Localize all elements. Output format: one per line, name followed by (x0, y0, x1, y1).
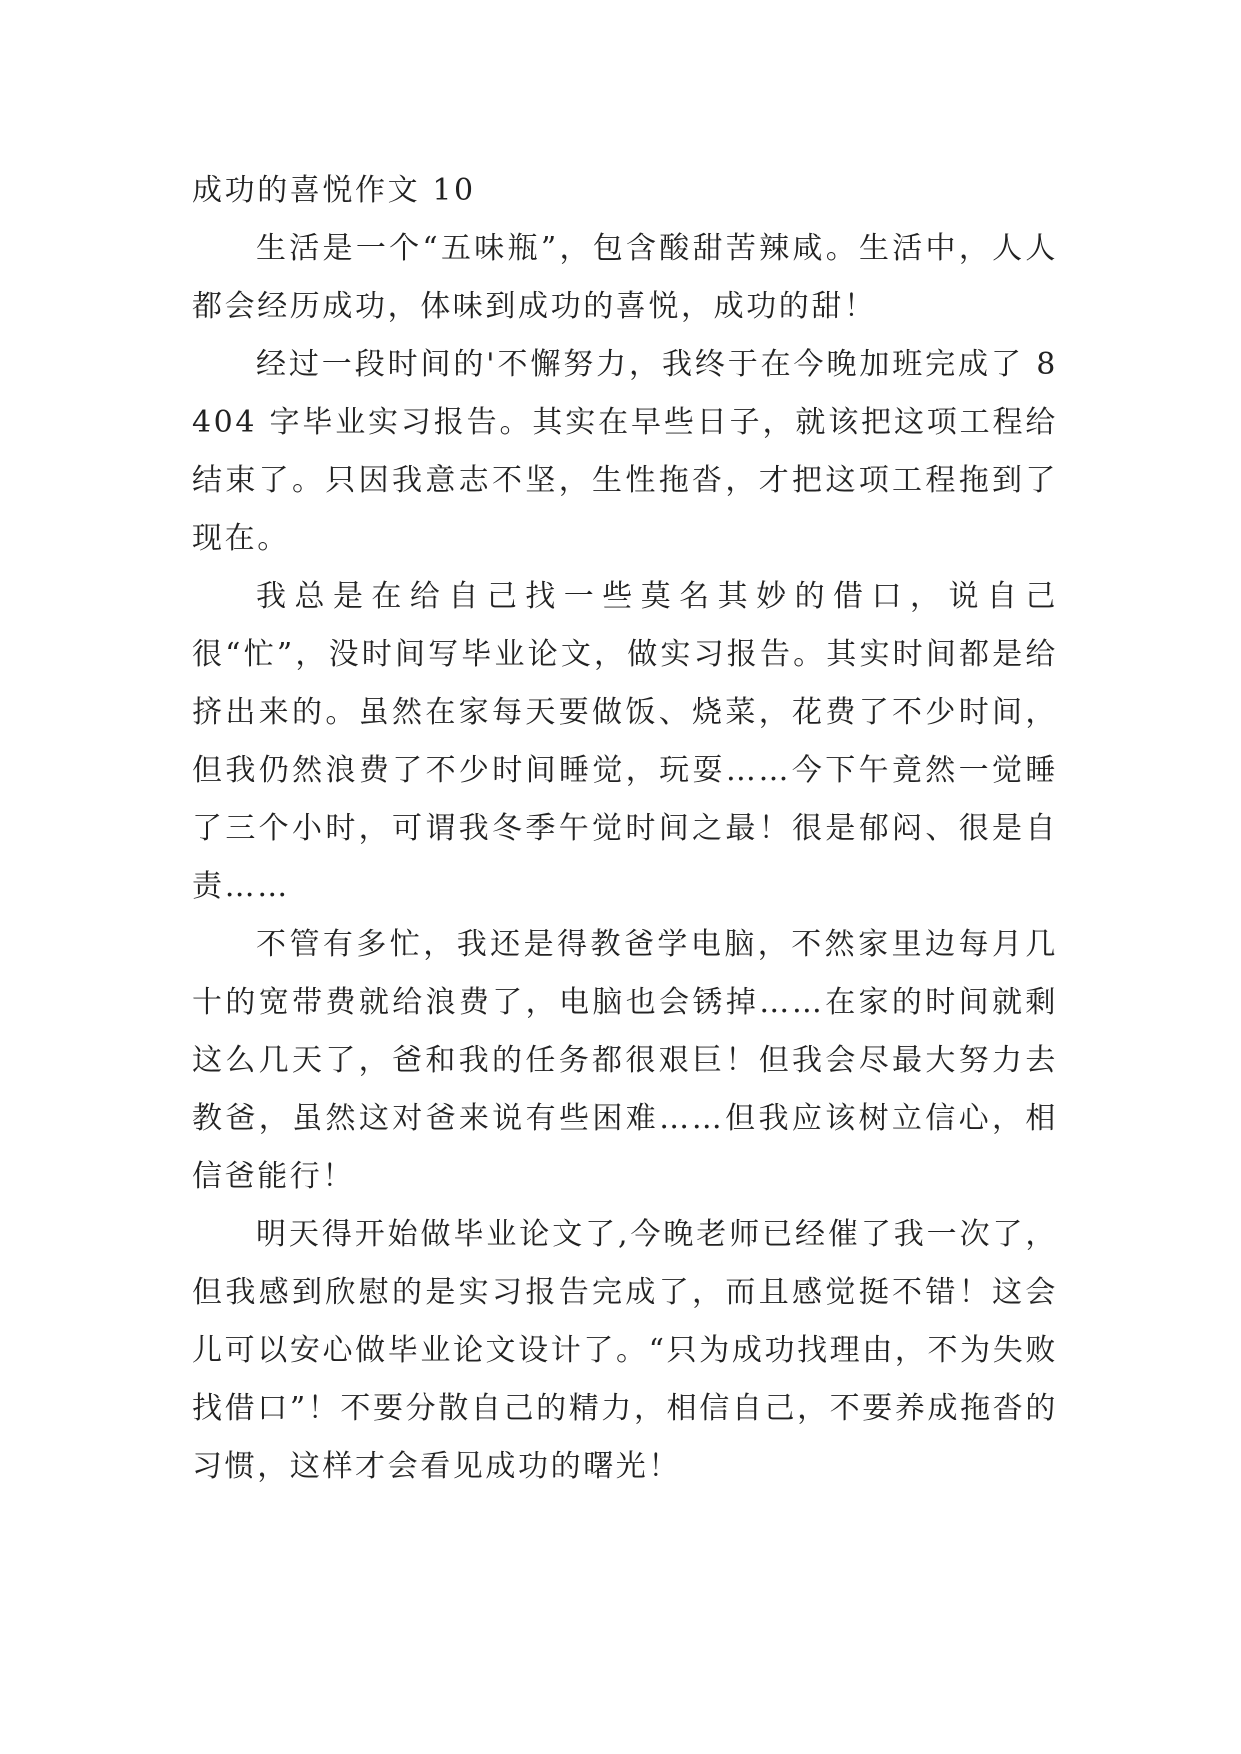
paragraph-3: 我总是在给自己找一些莫名其妙的借口，说自己很“忙”，没时间写毕业论文，做实习报告。其实时间都是给挤出来的。虽然在家每天要做饭、烧菜，花费了不少时间，但我仍然浪费了不少时间睡觉，玩耍……今下午竟然一觉睡了三个小时，可谓我冬季午觉时间之最！很是郁闷、很是自责…… (192, 579, 1058, 904)
document-title: 成功的喜悦作文 10 (192, 173, 476, 208)
paragraph-5: 明天得开始做毕业论文了,今晚老师已经催了我一次了，但我感到欣慰的是实习报告完成了，而且感觉挺不错！这会儿可以安心做毕业论文设计了。“只为成功找理由，不为失败找借口”！不要分散自己的精力，相信自己，不要养成拖沓的习惯，这样才会看见成功的曙光！ (192, 1217, 1058, 1484)
paragraph-2: 经过一段时间的'不懈努力，我终于在今晚加班完成了 8404 字毕业实习报告。其实在早些日子，就该把这项工程给结束了。只因我意志不坚，生性拖沓，才把这项工程拖到了现在。 (192, 347, 1058, 556)
paragraph-4: 不管有多忙，我还是得教爸学电脑，不然家里边每月几十的宽带费就给浪费了，电脑也会锈掉……在家的时间就剩这么几天了，爸和我的任务都很艰巨！但我会尽最大努力去教爸，虽然这对爸来说有些困难……但我应该树立信心，相信爸能行！ (192, 927, 1058, 1194)
paragraph-1: 生活是一个“五味瓶”，包含酸甜苦辣咸。生活中，人人都会经历成功，体味到成功的喜悦，成功的甜！ (192, 231, 1058, 324)
document-body (192, 162, 1058, 1496)
